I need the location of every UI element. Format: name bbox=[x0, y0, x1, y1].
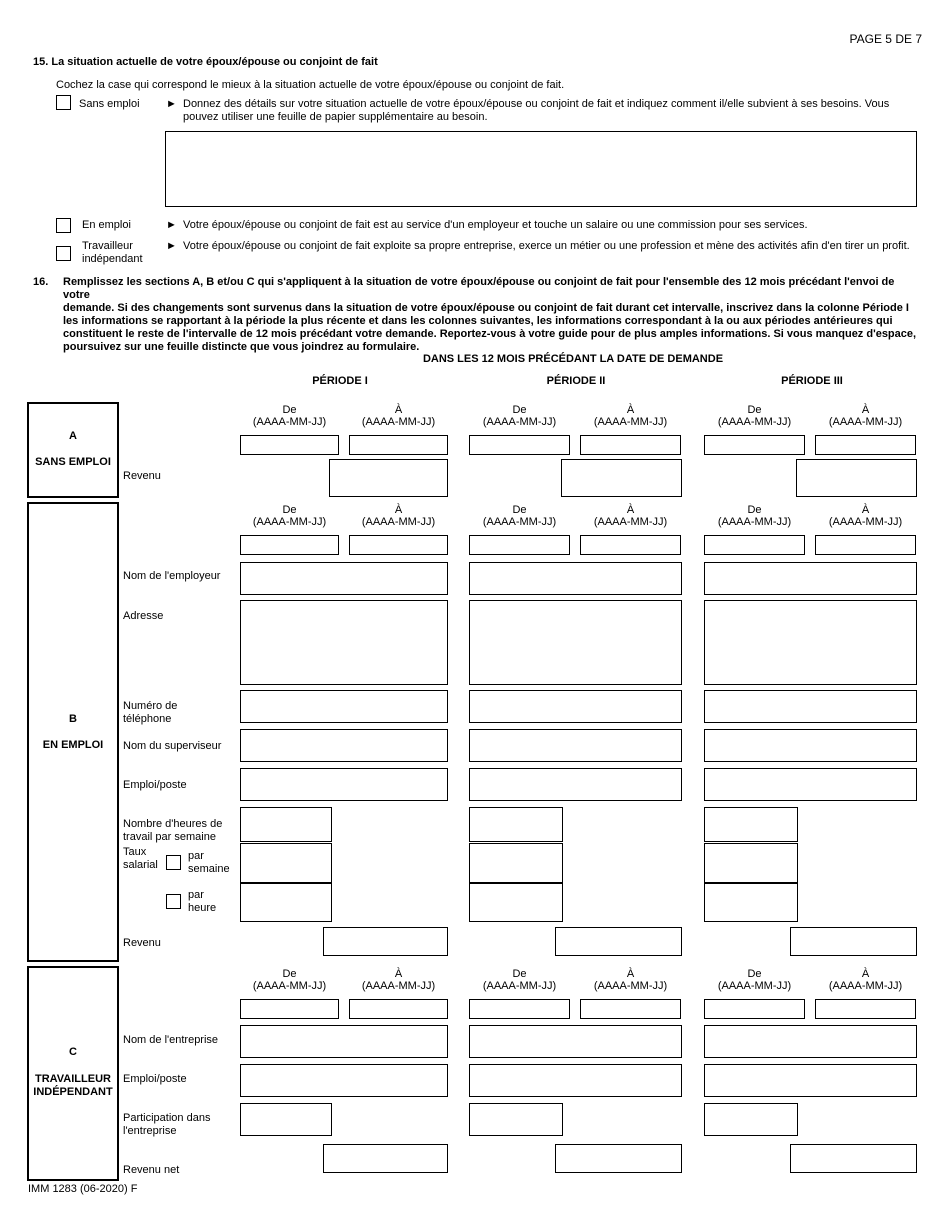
b-revenu-label: Revenu bbox=[123, 937, 161, 949]
a-p2-revenu-field[interactable] bbox=[561, 459, 682, 497]
b-p2-heures-field[interactable] bbox=[469, 807, 563, 842]
a-p2-a-date-field[interactable] bbox=[580, 435, 681, 455]
a-p2-a-header: À (AAAA-MM-JJ) bbox=[593, 404, 668, 428]
b-p1-employeur-field[interactable] bbox=[240, 562, 448, 595]
a-p2-de-header: De (AAAA-MM-JJ) bbox=[482, 404, 557, 428]
b-p2-taux-heure-field[interactable] bbox=[469, 883, 563, 922]
b-p2-a-date-field[interactable] bbox=[580, 535, 681, 555]
q15-title: 15. La situation actuelle de votre époux/épouse ou conjoint de fait bbox=[33, 56, 378, 68]
c-p1-participation-field[interactable] bbox=[240, 1103, 332, 1136]
arrow-icon: ► bbox=[166, 240, 177, 252]
c-p3-de-date-field[interactable] bbox=[704, 999, 805, 1019]
b-p1-a-header: À (AAAA-MM-JJ) bbox=[361, 504, 436, 528]
c-p2-de-date-field[interactable] bbox=[469, 999, 570, 1019]
c-p3-emploi-field[interactable] bbox=[704, 1064, 917, 1097]
b-p2-de-date-field[interactable] bbox=[469, 535, 570, 555]
c-p2-a-header: À (AAAA-MM-JJ) bbox=[593, 968, 668, 992]
en-emploi-checkbox[interactable] bbox=[56, 218, 71, 233]
en-emploi-desc: Votre époux/épouse ou conjoint de fait est au service d'un employeur et touche un salaire ou une commission pour ses services. bbox=[183, 219, 808, 231]
b-heures-label: Nombre d'heures de travail par semaine bbox=[123, 818, 223, 843]
section-c-title: TRAVAILLEUR INDÉPENDANT bbox=[33, 1073, 113, 1098]
section-a-frame bbox=[27, 402, 119, 498]
sans-emploi-details-field[interactable] bbox=[165, 131, 917, 207]
b-adresse-label: Adresse bbox=[123, 610, 164, 622]
period-1-header: PÉRIODE I bbox=[312, 375, 368, 387]
q15-instruction: Cochez la case qui correspond le mieux à la situation actuelle de votre époux/épouse ou conjoint de fait. bbox=[56, 79, 565, 91]
par-heure-label: par heure bbox=[188, 889, 217, 914]
b-p3-a-date-field[interactable] bbox=[815, 535, 916, 555]
section-b-letter: B bbox=[69, 713, 77, 725]
b-p2-de-header: De (AAAA-MM-JJ) bbox=[482, 504, 557, 528]
b-p1-a-date-field[interactable] bbox=[349, 535, 448, 555]
b-telephone-label: Numéro de téléphone bbox=[123, 700, 178, 725]
b-p3-telephone-field[interactable] bbox=[704, 690, 917, 723]
c-p2-a-date-field[interactable] bbox=[580, 999, 681, 1019]
c-p1-de-header: De (AAAA-MM-JJ) bbox=[252, 968, 327, 992]
a-p2-de-date-field[interactable] bbox=[469, 435, 570, 455]
b-p3-a-header: À (AAAA-MM-JJ) bbox=[828, 504, 903, 528]
q16-number: 16. bbox=[33, 276, 49, 288]
a-p3-revenu-field[interactable] bbox=[796, 459, 917, 497]
c-emploi-label: Emploi/poste bbox=[123, 1073, 187, 1085]
b-p1-heures-field[interactable] bbox=[240, 807, 332, 842]
a-p1-revenu-field[interactable] bbox=[329, 459, 448, 497]
b-p2-employeur-field[interactable] bbox=[469, 562, 682, 595]
c-p2-de-header: De (AAAA-MM-JJ) bbox=[482, 968, 557, 992]
form-footer: IMM 1283 (06-2020) F bbox=[28, 1183, 138, 1195]
c-p3-a-date-field[interactable] bbox=[815, 999, 916, 1019]
c-p1-a-date-field[interactable] bbox=[349, 999, 448, 1019]
a-p1-de-date-field[interactable] bbox=[240, 435, 339, 455]
b-p3-adresse-field[interactable] bbox=[704, 600, 917, 685]
b-p2-telephone-field[interactable] bbox=[469, 690, 682, 723]
c-p2-revenu-net-field[interactable] bbox=[555, 1144, 682, 1173]
section-a-letter: A bbox=[69, 430, 77, 442]
c-p2-participation-field[interactable] bbox=[469, 1103, 563, 1136]
sans-emploi-desc-1: Donnez des détails sur votre situation actuelle de votre époux/épouse ou conjoint de fait et indiquez comment il/elle subvient à ses besoins. Vous bbox=[183, 98, 890, 110]
section-b-frame bbox=[27, 502, 119, 962]
c-entreprise-label: Nom de l'entreprise bbox=[123, 1034, 219, 1046]
a-p3-de-header: De (AAAA-MM-JJ) bbox=[717, 404, 792, 428]
b-p2-emploi-field[interactable] bbox=[469, 768, 682, 801]
b-employeur-label: Nom de l'employeur bbox=[123, 570, 221, 582]
b-p1-taux-heure-field[interactable] bbox=[240, 883, 332, 922]
section-c-letter: C bbox=[69, 1046, 77, 1058]
sans-emploi-label: Sans emploi bbox=[79, 98, 140, 110]
b-p3-superviseur-field[interactable] bbox=[704, 729, 917, 762]
travailleur-independant-checkbox[interactable] bbox=[56, 246, 71, 261]
c-p1-revenu-net-field[interactable] bbox=[323, 1144, 448, 1173]
c-p3-de-header: De (AAAA-MM-JJ) bbox=[717, 968, 792, 992]
b-superviseur-label: Nom du superviseur bbox=[123, 740, 222, 752]
c-p1-emploi-field[interactable] bbox=[240, 1064, 448, 1097]
b-p2-superviseur-field[interactable] bbox=[469, 729, 682, 762]
b-p3-taux-semaine-field[interactable] bbox=[704, 843, 798, 883]
c-participation-label: Participation dans l'entreprise bbox=[123, 1112, 211, 1137]
b-p3-employeur-field[interactable] bbox=[704, 562, 917, 595]
b-p2-taux-semaine-field[interactable] bbox=[469, 843, 563, 883]
b-p3-de-date-field[interactable] bbox=[704, 535, 805, 555]
period-2-header: PÉRIODE II bbox=[546, 375, 606, 387]
c-p3-a-header: À (AAAA-MM-JJ) bbox=[828, 968, 903, 992]
c-p1-de-date-field[interactable] bbox=[240, 999, 339, 1019]
en-emploi-label: En emploi bbox=[82, 219, 131, 231]
par-heure-checkbox[interactable] bbox=[166, 894, 181, 909]
section-a-title: SANS EMPLOI bbox=[35, 456, 111, 468]
c-p3-entreprise-field[interactable] bbox=[704, 1025, 917, 1058]
table-heading: DANS LES 12 MOIS PRÉCÉDANT LA DATE DE DEMANDE bbox=[422, 353, 724, 365]
par-semaine-checkbox[interactable] bbox=[166, 855, 181, 870]
a-p3-de-date-field[interactable] bbox=[704, 435, 805, 455]
page-number: PAGE 5 DE 7 bbox=[849, 32, 922, 46]
b-p3-emploi-field[interactable] bbox=[704, 768, 917, 801]
c-p3-participation-field[interactable] bbox=[704, 1103, 798, 1136]
b-p1-taux-semaine-field[interactable] bbox=[240, 843, 332, 883]
arrow-icon: ► bbox=[166, 98, 177, 110]
b-p3-revenu-field[interactable] bbox=[790, 927, 917, 956]
b-p2-a-header: À (AAAA-MM-JJ) bbox=[593, 504, 668, 528]
b-p3-taux-heure-field[interactable] bbox=[704, 883, 798, 922]
a-p1-a-header: À (AAAA-MM-JJ) bbox=[361, 404, 436, 428]
c-p1-entreprise-field[interactable] bbox=[240, 1025, 448, 1058]
section-b-title: EN EMPLOI bbox=[42, 739, 104, 751]
a-p3-a-header: À (AAAA-MM-JJ) bbox=[828, 404, 903, 428]
c-p2-entreprise-field[interactable] bbox=[469, 1025, 682, 1058]
q16-instructions: Remplissez les sections A, B et/ou C qui s'appliquent à la situation de votre époux/épouse ou conjoint de fait pour l'ensemble des 12 mois précédant l'envoi de votre demande. Si des changements sont survenus dans la situation de votre époux/épouse ou conjoint de fait durant cet intervalle, inscrivez dans la colonne Période I les informations se rapportant à la période la plus récente et dans les colonnes suivantes, les informations correspondant à la ou aux périodes antérieures qui constituent le reste de l'intervalle de 12 mois précédant votre demande. Reportez-vous à votre guide pour de plus amples informations. Si vous manquez d'espace, poursuivez sur une feuille distincte que vous joindrez au formulaire. bbox=[63, 276, 917, 353]
b-emploi-label: Emploi/poste bbox=[123, 779, 187, 791]
c-revenu-net-label: Revenu net bbox=[123, 1164, 180, 1176]
b-p2-revenu-field[interactable] bbox=[555, 927, 682, 956]
a-p1-a-date-field[interactable] bbox=[349, 435, 448, 455]
a-p1-de-header: De (AAAA-MM-JJ) bbox=[252, 404, 327, 428]
arrow-icon: ► bbox=[166, 219, 177, 231]
sans-emploi-desc-2: pouvez utiliser une feuille de papier supplémentaire au besoin. bbox=[183, 111, 488, 123]
a-p3-a-date-field[interactable] bbox=[815, 435, 916, 455]
b-p1-revenu-field[interactable] bbox=[323, 927, 448, 956]
travailleur-independant-desc: Votre époux/épouse ou conjoint de fait exploite sa propre entreprise, exerce un métier ou une profession et mène des activités afin d'en tirer un profit. bbox=[183, 240, 910, 252]
a-revenu-label: Revenu bbox=[123, 470, 161, 482]
b-p1-de-date-field[interactable] bbox=[240, 535, 339, 555]
b-p1-emploi-field[interactable] bbox=[240, 768, 448, 801]
travailleur-independant-label: Travailleur indépendant bbox=[82, 240, 143, 265]
b-p2-adresse-field[interactable] bbox=[469, 600, 682, 685]
c-p3-revenu-net-field[interactable] bbox=[790, 1144, 917, 1173]
par-semaine-label: par semaine bbox=[188, 850, 230, 875]
b-p1-telephone-field[interactable] bbox=[240, 690, 448, 723]
b-p1-de-header: De (AAAA-MM-JJ) bbox=[252, 504, 327, 528]
b-taux-label: Taux salarial bbox=[123, 846, 158, 871]
b-p1-superviseur-field[interactable] bbox=[240, 729, 448, 762]
b-p1-adresse-field[interactable] bbox=[240, 600, 448, 685]
period-3-header: PÉRIODE III bbox=[781, 375, 843, 387]
b-p3-heures-field[interactable] bbox=[704, 807, 798, 842]
b-p3-de-header: De (AAAA-MM-JJ) bbox=[717, 504, 792, 528]
c-p2-emploi-field[interactable] bbox=[469, 1064, 682, 1097]
sans-emploi-checkbox[interactable] bbox=[56, 95, 71, 110]
c-p1-a-header: À (AAAA-MM-JJ) bbox=[361, 968, 436, 992]
